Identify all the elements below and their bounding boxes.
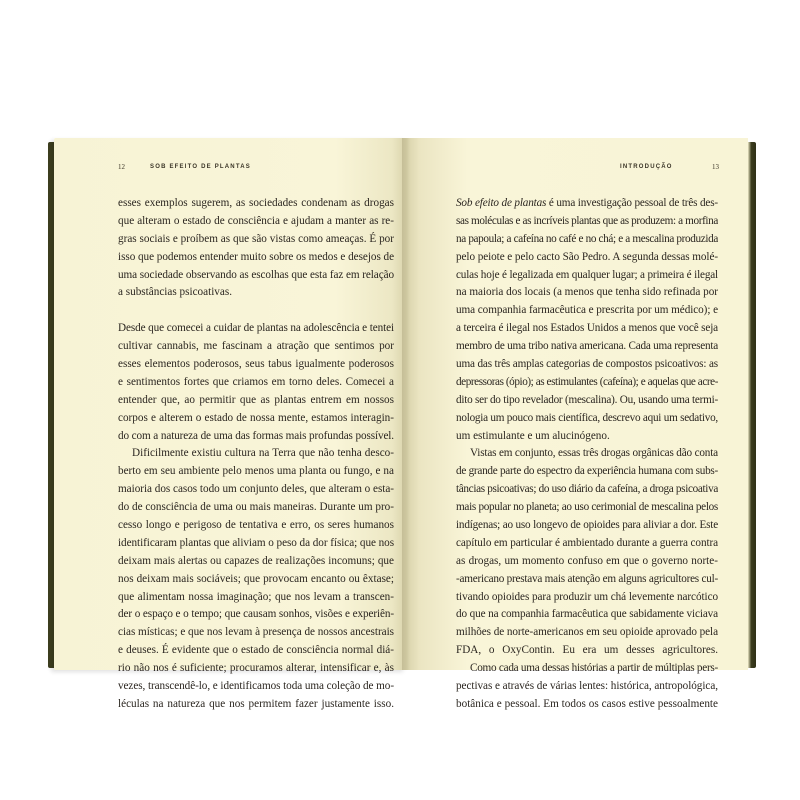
text-line: que alimentam nossa imaginação; que nos levam a transcen-: [118, 590, 394, 603]
right-page-body: [456, 195, 718, 714]
text-line: esses elementos poderosos, seus tabus igualmente poderosos: [118, 358, 394, 371]
right-running-head: INTRODUÇÃO: [620, 164, 673, 170]
text-line: nologia um pouco mais científica, descrevo aqui um sedativo,: [456, 411, 718, 424]
left-page-body: [118, 195, 394, 714]
text-line: culas hoje é legalizada em qualquer lugar; a primeira é ilegal: [456, 268, 718, 281]
text-line: a substâncias psicoativas.: [118, 286, 233, 299]
text-line: e sentimentos fortes que criamos em torno deles. Comecei a: [118, 375, 394, 388]
text-line: léculas na natureza que nos permitem fazer justamente isso.: [118, 697, 394, 710]
text-line: sas moléculas e as incríveis plantas que as produzem: a morfina: [456, 214, 718, 227]
text-line: cultivar cannabis, me fascinam a atração que sentimos por: [118, 340, 394, 353]
text-line: nos deixam mais sociáveis; que provocam encanto ou êxtase;: [118, 572, 394, 585]
text-line: indígenas; ao uso longevo de opioides para aliviar a dor. Este: [456, 519, 718, 532]
text-line: berto em seu ambiente pelo menos uma planta ou fungo, e na: [118, 465, 394, 478]
text-line: Desde que comecei a cuidar de plantas na adolescência e tentei: [118, 322, 394, 335]
text-line: uma das três amplas categorias de compostos psicoativos: as: [456, 358, 718, 371]
text-line: der o espaço e o tempo; que causam sonhos, visões e experiên-: [118, 608, 394, 621]
text-line: um estimulante e um alucinógeno.: [456, 429, 610, 442]
left-page: [54, 138, 406, 710]
text-line: deixam mais alertas ou capazes de realizações incomuns; que: [118, 554, 394, 567]
text-line: cesso longo e perigoso de tentativa e erro, os seres humanos: [118, 519, 394, 532]
book-cover-edge-right: [748, 142, 756, 668]
text-line: tivando opioides para produzir um chá levemente narcótico: [456, 590, 718, 603]
text-line: na papoula; a cafeína no café e no chá; e a mescalina produzida: [456, 232, 718, 245]
text-line: uma sociedade observando as escolhas que esta faz em relação: [118, 268, 394, 281]
text-line: Dificilmente existiu cultura na Terra que não tenha desco-: [132, 447, 394, 460]
paragraph-gap: [118, 302, 394, 320]
open-book: [42, 138, 762, 710]
text-line: a terceira é ilegal nos Estados Unidos a menos que você seja: [456, 322, 718, 335]
text-line: do de consciência de uma ou mais maneiras. Durante um pro-: [118, 501, 394, 514]
text-line: maioria dos casos todo um conjunto deles, que alteram o esta-: [118, 483, 394, 496]
text-line: corpos e alterem o estado de nossa mente, estamos interagin-: [118, 411, 394, 424]
left-running-head: SOB EFEITO DE PLANTAS: [150, 164, 251, 170]
text-line: tâncias psicoativas; do uso diário da cafeína, a droga psicoativa: [456, 483, 718, 496]
text-line: do com a natureza de uma das formas mais profundas possível.: [118, 429, 394, 442]
book-title-italic: Sob efeito de plantas: [456, 197, 547, 209]
text-line: do que na companhia farmacêutica que sabidamente viciava: [456, 608, 718, 621]
text-line: vezes, transcendê-lo, e identificamos toda uma coleção de mo-: [118, 680, 394, 693]
text-line: pectivas e através de várias lentes: histórica, antropológica,: [456, 680, 718, 693]
right-page-number: 13: [712, 163, 719, 171]
text-line: milhões de norte-americanos em seu opioide aprovado pela: [456, 626, 718, 639]
text-line: mais popular no planeta; ao uso cerimonial de mescalina pelos: [456, 501, 718, 514]
text-line: uma companhia farmacêutica e prescrita por um médico); e: [456, 304, 718, 317]
text-line: na maioria dos locais (a menos que tenha sido refinada por: [456, 286, 718, 299]
text-line: botânica e pessoal. Em todos os casos estive pessoalmente: [456, 697, 718, 710]
text-line: identificaram plantas que aliviam o peso da dor física; que nos: [118, 536, 394, 549]
text-line: de grande parte do espectro da experiência humana com subs-: [456, 465, 718, 478]
text-line: Vistas em conjunto, essas três drogas orgânicas dão conta: [470, 447, 718, 460]
text-line: que alteram o estado de consciência e ajudam a manter as re-: [118, 214, 394, 227]
text-line: e deuses. É evidente que o estado de consciência normal diá-: [118, 644, 394, 657]
text-line: esses exemplos sugerem, as sociedades condenam as drogas: [118, 197, 394, 209]
left-page-number: 12: [118, 163, 125, 171]
text-line: cias místicas; e que nos levam à presença de nossos ancestrais: [118, 626, 394, 639]
right-page: [406, 138, 748, 710]
text-line: -americano prestava mais atenção em alguns agricultores cul-: [456, 572, 718, 585]
text-line: depressoras (ópio); as estimulantes (cafeína); e aquelas que acre-: [456, 375, 718, 388]
text-line: Como cada uma dessas histórias a partir de múltiplas pers-: [470, 662, 718, 675]
text-line: capítulo em particular é ambientado durante a guerra contra: [456, 536, 718, 549]
text-line: entender que, ao permitir que as plantas entrem em nossos: [118, 393, 394, 406]
spine-shadow: [402, 138, 410, 670]
text-line: dito ser do tipo revelador (mescalina). Ou, usando uma termi-: [456, 393, 718, 406]
text-line: gras sociais e proíbem as que são vistas como ameaças. É por: [118, 232, 394, 245]
text-line: Sob efeito de plantas é uma investigação pessoal de três des-: [456, 197, 718, 209]
text-line: FDA, o OxyContin. Eu era um desses agricultores.: [456, 644, 718, 657]
text-line: isso que podemos entender muito sobre os medos e desejos de: [118, 250, 394, 263]
text-line: membro de uma tribo nativa americana. Cada uma representa: [456, 340, 718, 353]
text-line: as drogas, um momento confuso em que o governo norte-: [456, 554, 718, 567]
text-line: rio não nos é suficiente; procuramos alterar, intensificar e, às: [118, 662, 394, 675]
text-line: pelo peiote e pelo cacto São Pedro. A segunda dessas molé-: [456, 250, 718, 263]
